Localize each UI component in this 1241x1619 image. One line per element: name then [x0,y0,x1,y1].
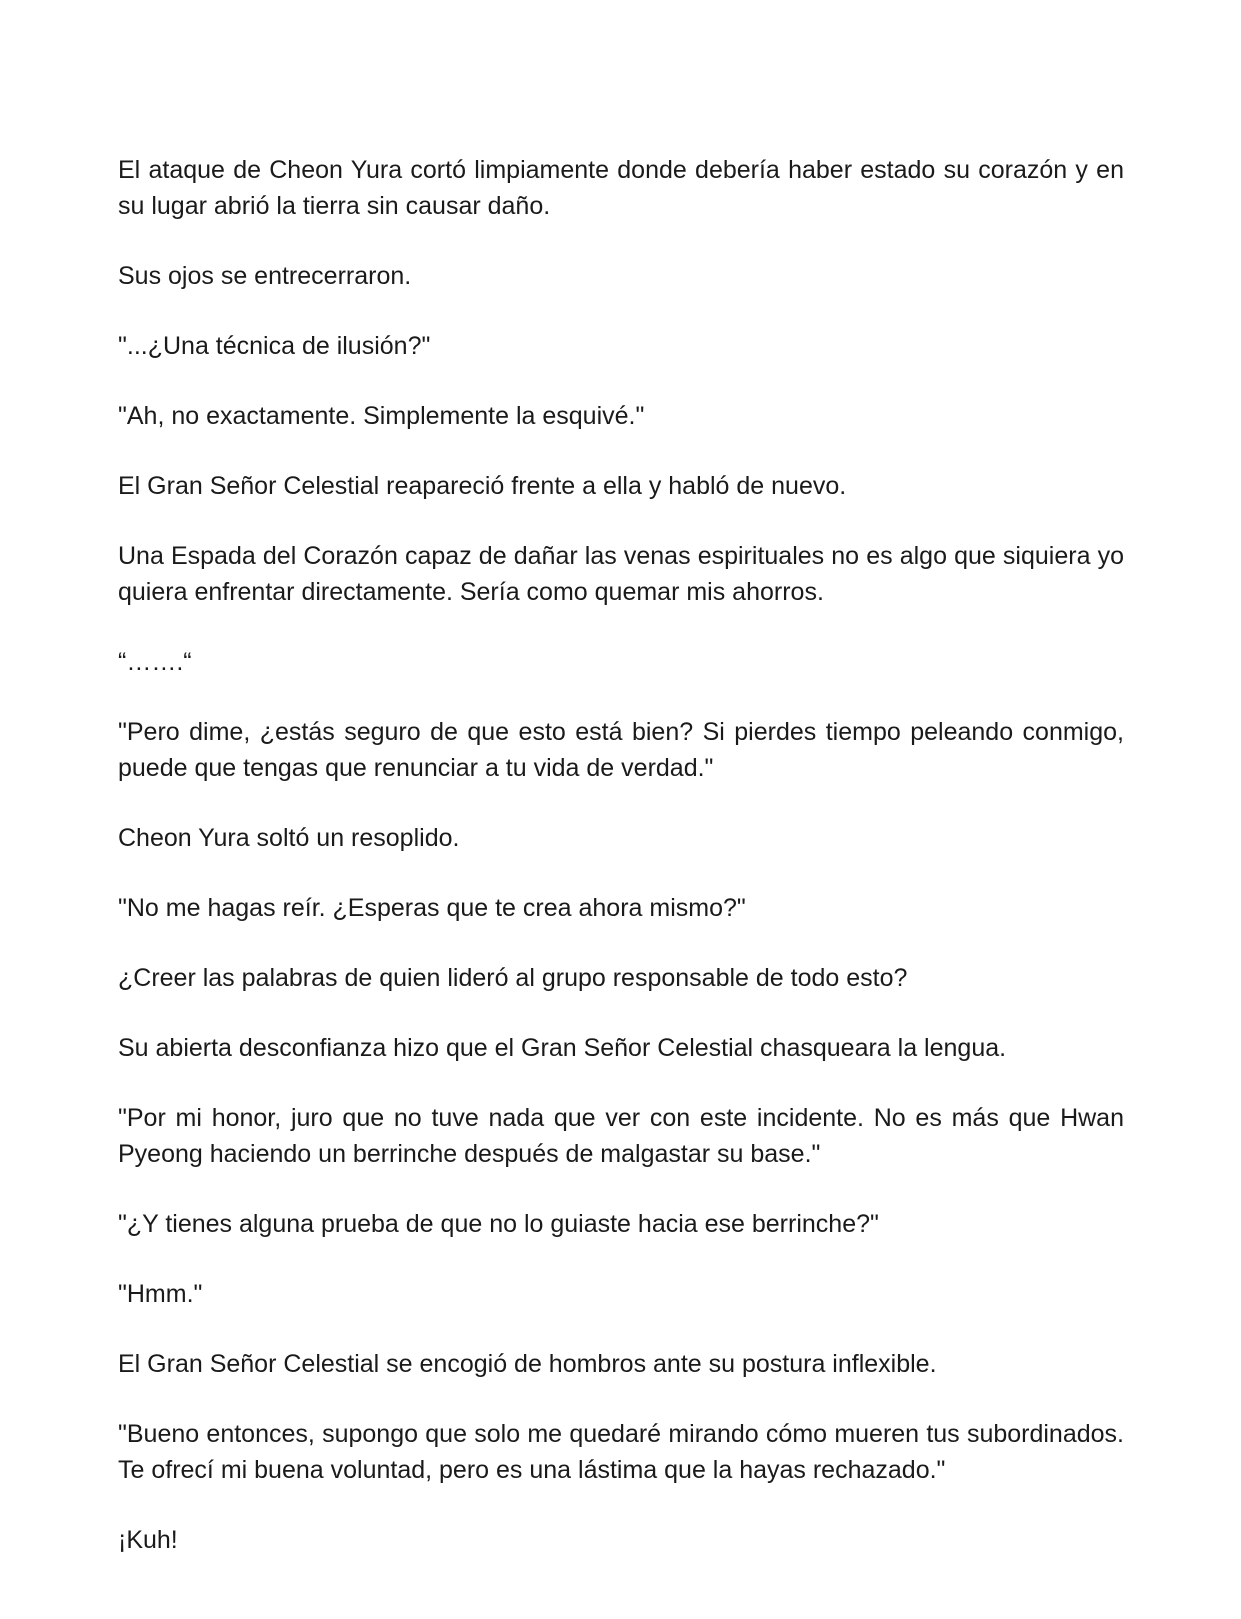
paragraph: "...¿Una técnica de ilusión?" [118,332,431,360]
paragraph: "Por mi honor, juro que no tuve nada que ver con este incidente. No es más que Hwan Pyeong haciendo un berrinche después de malgastar su base." [118,1104,1124,1168]
text-column [118,152,1124,1592]
paragraph: El Gran Señor Celestial se encogió de hombros ante su postura inflexible. [118,1350,937,1378]
paragraph: ¡Kuh! [118,1526,178,1554]
paragraph: Cheon Yura soltó un resoplido. [118,824,460,852]
paragraph: ¿Creer las palabras de quien lideró al grupo responsable de todo esto? [118,964,908,992]
paragraph: "Bueno entonces, supongo que solo me quedaré mirando cómo mueren tus subordinados. Te ofrecí mi buena voluntad, pero es una lástima que la hayas rechazado." [118,1420,1124,1484]
paragraph: El ataque de Cheon Yura cortó limpiamente donde debería haber estado su corazón y en su lugar abrió la tierra sin causar daño. [118,156,1124,220]
paragraph: "Hmm." [118,1280,203,1308]
paragraph: El Gran Señor Celestial reapareció frente a ella y habló de nuevo. [118,472,847,500]
paragraph: "Ah, no exactamente. Simplemente la esquivé." [118,402,645,430]
paragraph: "Pero dime, ¿estás seguro de que esto está bien? Si pierdes tiempo peleando conmigo, puede que tengas que renunciar a tu vida de verdad." [118,718,1124,782]
paragraph: Una Espada del Corazón capaz de dañar las venas espirituales no es algo que siquiera yo quiera enfrentar directamente. Sería como quemar mis ahorros. [118,542,1124,606]
paragraph: "¿Y tienes alguna prueba de que no lo guiaste hacia ese berrinche?" [118,1210,879,1238]
paragraph: “…….“ [118,648,192,676]
paragraph: "No me hagas reír. ¿Esperas que te crea ahora mismo?" [118,894,746,922]
paragraph: Su abierta desconfianza hizo que el Gran Señor Celestial chasqueara la lengua. [118,1034,1007,1062]
paragraph: Sus ojos se entrecerraron. [118,262,412,290]
